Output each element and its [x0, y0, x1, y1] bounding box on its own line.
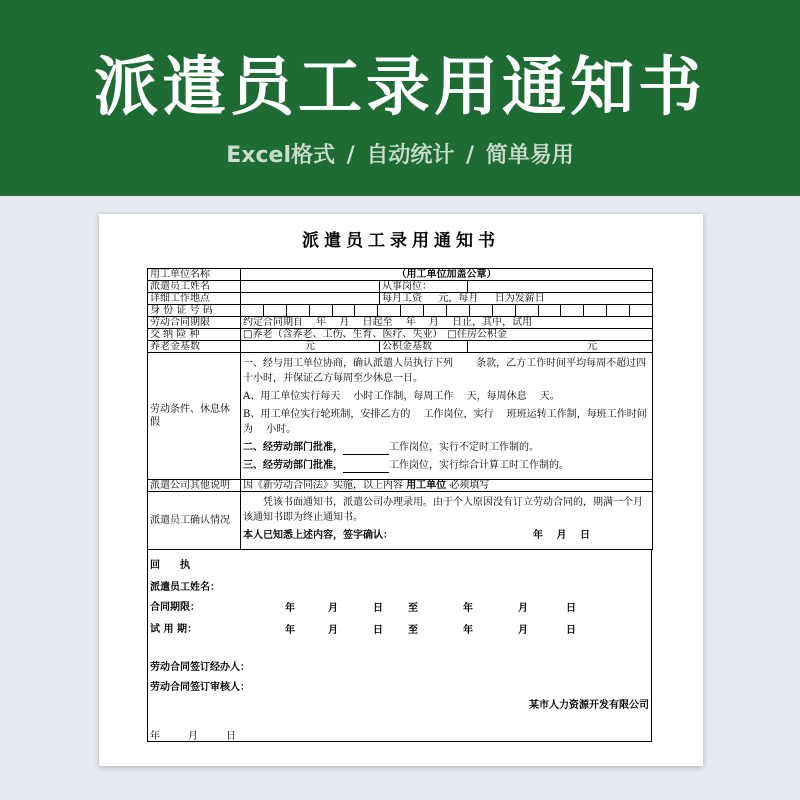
receipt-footer-date-part: 日	[226, 731, 236, 742]
row-id	[148, 305, 653, 317]
id-digit-box[interactable]	[424, 305, 447, 316]
receipt-date-part: 至	[408, 603, 418, 614]
label-confirm: 派遣员工确认情况	[148, 492, 241, 550]
form-title: 派遣员工录用通知书	[302, 231, 500, 251]
row-address	[148, 293, 653, 305]
row-employer	[148, 269, 653, 281]
row-insurance	[148, 329, 653, 341]
value-employer: （用工单位加盖公章）	[241, 269, 653, 281]
id-digit-box[interactable]	[333, 305, 356, 316]
id-digit-box[interactable]	[241, 305, 264, 316]
id-digit-box[interactable]	[287, 305, 310, 316]
text-contract: 约定合同期自 年 月 日起至 年 月 日止，其中，试用	[241, 317, 653, 329]
text-conditions	[241, 353, 653, 480]
banner-subtitle: Excel格式 / 自动统计 / 简单易用	[226, 143, 574, 168]
condition-4-lead: 二、经劳动部门批准，	[243, 442, 343, 453]
id-digit-box[interactable]	[310, 305, 333, 316]
condition-4-tail: 工作岗位，实行不定时工作制的。	[389, 442, 539, 453]
receipt-date-part: 年	[285, 625, 295, 636]
condition-5-tail: 工作岗位，实行综合计算工时工作制的。	[389, 460, 569, 471]
label-fund: 公积金基数	[380, 341, 468, 353]
id-digit-box[interactable]	[516, 305, 539, 316]
id-digit-box[interactable]	[584, 305, 607, 316]
value-pension-unit: 元	[241, 341, 380, 353]
label-address: 详细工作地点	[148, 293, 241, 305]
form-document	[99, 214, 703, 766]
other-text-a: 因《新劳动合同法》实施，以上内容	[243, 480, 403, 491]
receipt-footer-date-part: 年	[150, 731, 160, 742]
condition-line-3: B、用工单位实行轮班制，安排乙方的 工作岗位，实行 班班运转工作制，每班工作时间为 小时。	[243, 409, 647, 435]
label-name: 派遣员工姓名	[148, 281, 241, 293]
receipt-date-part: 月	[518, 625, 528, 636]
receipt-date-part: 月	[518, 603, 528, 614]
receipt-handler-label: 劳动合同签订经办人：	[150, 662, 250, 673]
id-digit-box[interactable]	[493, 305, 516, 316]
label-pension: 养老金基数	[148, 341, 241, 353]
receipt-date-part: 月	[328, 625, 338, 636]
id-digit-box[interactable]	[561, 305, 584, 316]
label-insurance: 交 纳 险 种	[148, 329, 241, 341]
id-digit-box[interactable]	[378, 305, 401, 316]
confirm-date: 年 月 日	[533, 530, 590, 541]
receipt-date-part: 年	[463, 625, 473, 636]
other-text-b: 用工单位	[406, 480, 447, 491]
label-id: 身 份 证 号 码	[148, 305, 241, 317]
condition-line-2: A、用工单位实行每天 小时工作制，每周工作 天，每周休息 天。	[243, 391, 560, 402]
header-banner	[0, 0, 800, 196]
label-other: 派遣公司其他说明	[148, 480, 241, 492]
confirm-sign: 本人已知悉上述内容，签字确认：	[243, 530, 393, 541]
row-other	[148, 480, 653, 492]
row-name	[148, 281, 653, 293]
id-digit-box[interactable]	[264, 305, 287, 316]
condition-line-4	[243, 440, 650, 455]
receipt-footer-date-part: 月	[188, 731, 198, 742]
confirm-paragraph: 凭该书面通知书，派遣公司办理录用。由于个人原因没有订立劳动合同的，期满一个月该通知书即为终止通知书。	[243, 497, 643, 523]
label-employer: 用工单位名称	[148, 269, 241, 281]
receipt-period-label: 合同期限：	[150, 602, 200, 613]
receipt-date-part: 日	[373, 603, 383, 614]
field-address[interactable]	[241, 293, 380, 305]
receipt-date-part: 月	[328, 603, 338, 614]
id-digit-box[interactable]	[630, 305, 652, 316]
receipt-company: 某市人力资源开发有限公司	[529, 700, 649, 711]
blank-line[interactable]	[343, 444, 389, 455]
banner-title: 派遣员工录用通知书	[94, 51, 706, 125]
row-conditions	[148, 353, 653, 480]
id-digit-box[interactable]	[355, 305, 378, 316]
receipt-date-part: 年	[463, 603, 473, 614]
text-confirm	[241, 492, 653, 550]
receipt-date-part: 日	[566, 625, 576, 636]
receipt-name-label: 派遣员工姓名：	[150, 582, 220, 593]
text-insurance: □养老（含养老、工伤、生育、医疗、失业） □住房公积金	[241, 329, 653, 341]
receipt-title: 回 执	[150, 560, 190, 571]
field-name[interactable]	[241, 281, 380, 293]
confirm-sign-line	[243, 528, 650, 543]
row-contract	[148, 317, 653, 329]
receipt-reviewer-label: 劳动合同签订审核人：	[150, 682, 250, 693]
condition-5-lead: 三、经劳动部门批准，	[243, 460, 343, 471]
id-digit-box[interactable]	[539, 305, 562, 316]
receipt-date-part: 日	[373, 625, 383, 636]
receipt-probation-label: 试 用 期：	[150, 624, 197, 635]
id-digit-box[interactable]	[607, 305, 630, 316]
id-digit-box[interactable]	[401, 305, 424, 316]
value-fund-unit: 元	[468, 341, 653, 353]
form-table	[147, 268, 653, 550]
label-position: 从事岗位：	[380, 281, 468, 293]
receipt-date-part: 年	[285, 603, 295, 614]
field-position[interactable]	[468, 281, 653, 293]
row-confirm	[148, 492, 653, 550]
id-digit-box[interactable]	[447, 305, 470, 316]
condition-line-5	[243, 458, 650, 473]
condition-line-1: 一、经与用工单位协商，确认派遣人员执行下列 条款，乙方工作时间平均每周不超过四十小时，并保证乙方每周至少休息一日。	[243, 358, 647, 384]
id-digit-box[interactable]	[470, 305, 493, 316]
receipt-section	[147, 550, 652, 742]
other-text-c: 必须填写	[449, 480, 490, 491]
label-contract: 劳动合同期限	[148, 317, 241, 329]
field-id-boxes[interactable]	[241, 305, 653, 317]
label-conditions: 劳动条件、休息休假	[148, 353, 241, 480]
receipt-date-part: 日	[566, 603, 576, 614]
receipt-date-part: 至	[408, 625, 418, 636]
blank-line[interactable]	[343, 462, 389, 473]
label-salary: 每月工资 元，每月 日为发薪日	[380, 293, 653, 305]
text-other	[241, 480, 653, 492]
row-pension	[148, 341, 653, 353]
